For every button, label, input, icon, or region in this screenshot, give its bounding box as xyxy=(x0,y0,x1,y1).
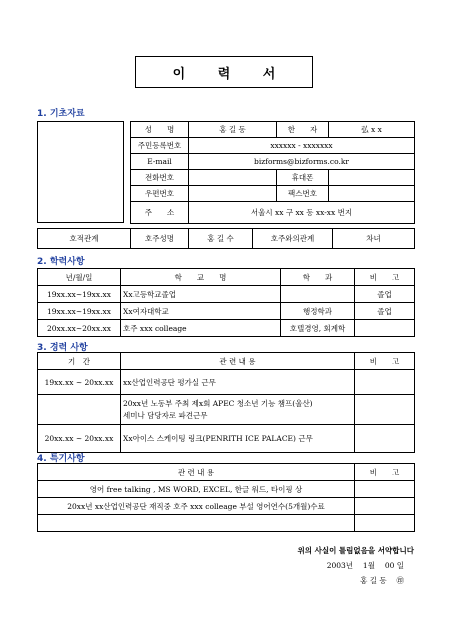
mobile-label: 휴대폰 xyxy=(277,170,329,186)
career-content: xx산업인력공단 평가실 근무 xyxy=(121,370,355,395)
skills-table xyxy=(37,463,415,532)
edu-major: 행정학과 xyxy=(281,303,355,320)
email-label: E-mail xyxy=(131,154,189,170)
skills-note xyxy=(355,498,415,515)
edu-major: 호텔경영, 회계학 xyxy=(281,320,355,337)
edu-header-date: 년/월/일 xyxy=(38,269,121,286)
edu-date: 20xx.xx~20xx.xx xyxy=(38,320,121,337)
table-row xyxy=(38,395,415,425)
declaration-statement: 위의 사실이 틀림없음을 서약합니다 xyxy=(297,546,414,555)
name-value: 홍 길 동 xyxy=(189,122,277,138)
table-row xyxy=(38,320,415,337)
table-row xyxy=(38,286,415,303)
hanja-label: 한 자 xyxy=(277,122,329,138)
skills-note xyxy=(355,515,415,532)
education-table xyxy=(37,268,415,337)
section-skills-heading: 4. 특기사항 xyxy=(37,454,85,464)
address-value: 서울시 xx 구 xx 동 xx-xx 번지 xyxy=(189,202,415,224)
rrn-label: 주민등록번호 xyxy=(131,138,189,154)
basic-info-table xyxy=(130,121,415,224)
table-row xyxy=(38,425,415,453)
career-note xyxy=(355,395,415,425)
skills-header-content: 관 련 내 용 xyxy=(38,464,355,481)
career-header-period: 기 간 xyxy=(38,353,121,370)
declaration-date: 2003년 1월 00 일 xyxy=(326,561,404,570)
career-note xyxy=(355,370,415,395)
document-title: 이 력 서 xyxy=(135,56,313,88)
career-header-content: 관 련 내 용 xyxy=(121,353,355,370)
edu-school: Xx고등학교졸업 xyxy=(121,286,281,303)
table-row xyxy=(38,515,415,532)
phone-label: 전화번호 xyxy=(131,170,189,186)
edu-school: 호주 xxx colleage xyxy=(121,320,281,337)
career-content: Xx아이스 스케이팅 링크(PENRITH ICE PALACE) 근무 xyxy=(121,425,355,453)
edu-school: Xx여자대학교 xyxy=(121,303,281,320)
edu-note xyxy=(355,320,415,337)
career-note xyxy=(355,425,415,453)
edu-header-school: 학 교 명 xyxy=(121,269,281,286)
edu-date: 19xx.xx~19xx.xx xyxy=(38,303,121,320)
career-table xyxy=(37,352,415,453)
edu-date: 19xx.xx~19xx.xx xyxy=(38,286,121,303)
edu-header-major: 학 과 xyxy=(281,269,355,286)
family-table xyxy=(37,228,415,249)
section-basic-heading: 1. 기초자료 xyxy=(37,109,85,119)
rrn-value: xxxxxx - xxxxxxx xyxy=(189,138,415,154)
career-period xyxy=(38,395,121,425)
head-name-label: 호주성명 xyxy=(131,229,189,249)
skills-header-note: 비 고 xyxy=(355,464,415,481)
skills-note xyxy=(355,481,415,498)
career-period: 19xx.xx ~ 20xx.xx xyxy=(38,370,121,395)
edu-header-note: 비 고 xyxy=(355,269,415,286)
career-header-note: 비 고 xyxy=(355,353,415,370)
edu-major xyxy=(281,286,355,303)
postal-label: 우편번호 xyxy=(131,186,189,202)
career-content: 20xx년 노동부 주최 제x회 APEC 청소년 기능 챔프(울산) 세미나 담당자로 파견근무 xyxy=(121,395,355,425)
skills-content: 영어 free talking , MS WORD, EXCEL, 한글 워드, 타이핑 상 xyxy=(38,481,355,498)
signature: 홍 길 동 ㊞ xyxy=(360,576,404,585)
section-education-heading: 2. 학력사항 xyxy=(37,257,85,267)
table-row xyxy=(38,498,415,515)
head-relation-label: 호주와의관계 xyxy=(253,229,333,249)
address-label: 주 소 xyxy=(131,202,189,224)
table-row xyxy=(38,481,415,498)
fax-label: 팩스번호 xyxy=(277,186,329,202)
family-label: 호적관계 xyxy=(38,229,131,249)
postal-value xyxy=(189,186,277,202)
fax-value xyxy=(329,186,415,202)
phone-value xyxy=(189,170,277,186)
email-value: bizforms@bizforms.co.kr xyxy=(189,154,415,170)
hanja-value: 弘 x x xyxy=(329,122,415,138)
edu-note: 졸업 xyxy=(355,303,415,320)
edu-note: 졸업 xyxy=(355,286,415,303)
head-name-value: 홍 길 수 xyxy=(189,229,253,249)
career-period: 20xx.xx ~ 20xx.xx xyxy=(38,425,121,453)
skills-content: 20xx년 xx산업인력공단 재직중 호주 xxx colleage 부설 영어연수(5개월)수료 xyxy=(38,498,355,515)
skills-content xyxy=(38,515,355,532)
name-label: 성 명 xyxy=(131,122,189,138)
table-row xyxy=(38,303,415,320)
head-relation-value: 차녀 xyxy=(333,229,415,249)
section-career-heading: 3. 경력 사항 xyxy=(37,343,88,353)
mobile-value xyxy=(329,170,415,186)
photo-box xyxy=(37,121,124,223)
table-row xyxy=(38,370,415,395)
